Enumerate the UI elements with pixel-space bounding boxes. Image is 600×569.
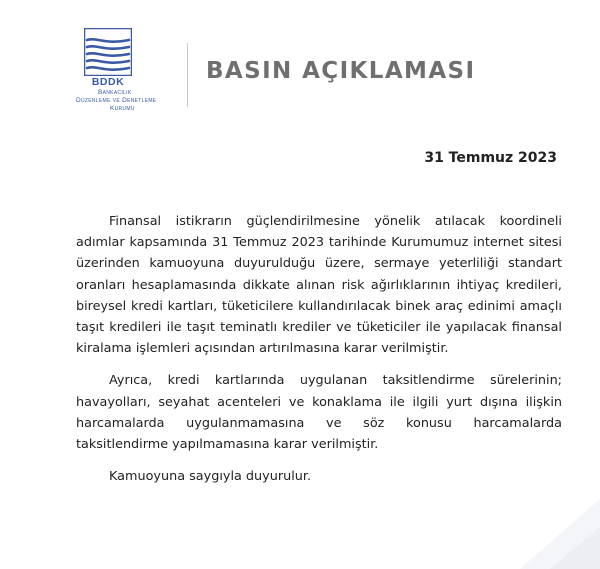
header-divider xyxy=(187,43,188,107)
closing-line: Kamuoyuna saygıyla duyurulur. xyxy=(109,469,312,485)
logo-name-line-3: Kurumu xyxy=(110,105,135,112)
bddk-logo xyxy=(76,28,186,118)
paragraph: Finansal istikrarın güçlendirilmesine yönelik atılacak koordineli adımlar kapsamında 31 Temmuz 2023 tarihinde Kurumumuz internet sitesi üzerinden kamuoyuna duyurulduğu üzere, sermaye yeterliliği standart oranları hesaplamasında dikkate alınan risk ağırlıklarının ihtiyaç kredileri, bireysel kredi kartları, tüketicilere kullandırılacak binek araç edinimi amaçlı taşıt kredileri ile taşıt teminatlı krediler ve tüketiciler ile yapılacak finansal kiralama işlemleri açısından artırılmasına karar verilmiştir. xyxy=(76,214,562,357)
bddk-logo-mark-icon xyxy=(84,28,132,76)
logo-abbreviation: BDDK xyxy=(91,76,125,88)
decorative-corner-shape xyxy=(480,479,600,569)
document-body xyxy=(76,211,562,498)
document-date: 31 Temmuz 2023 xyxy=(424,150,557,166)
paragraph: Ayrıca, kredi kartlarında uygulanan taksitlendirme sürelerinin; havayolları, seyahat acenteleri ve konaklama ile ilgili yurt dışına ilişkin harcamalarda uygulanmamasına ve söz konusu harcamalarda taksitlendirme yapılmamasına karar verilmiştir. xyxy=(76,373,562,453)
logo-name-line-2: Düzenleme ve Denetleme xyxy=(76,97,157,104)
page-title: BASIN AÇIKLAMASI xyxy=(206,58,476,84)
logo-name-line-1: Bankacılık xyxy=(98,89,132,96)
logo-institution-name xyxy=(76,89,186,113)
